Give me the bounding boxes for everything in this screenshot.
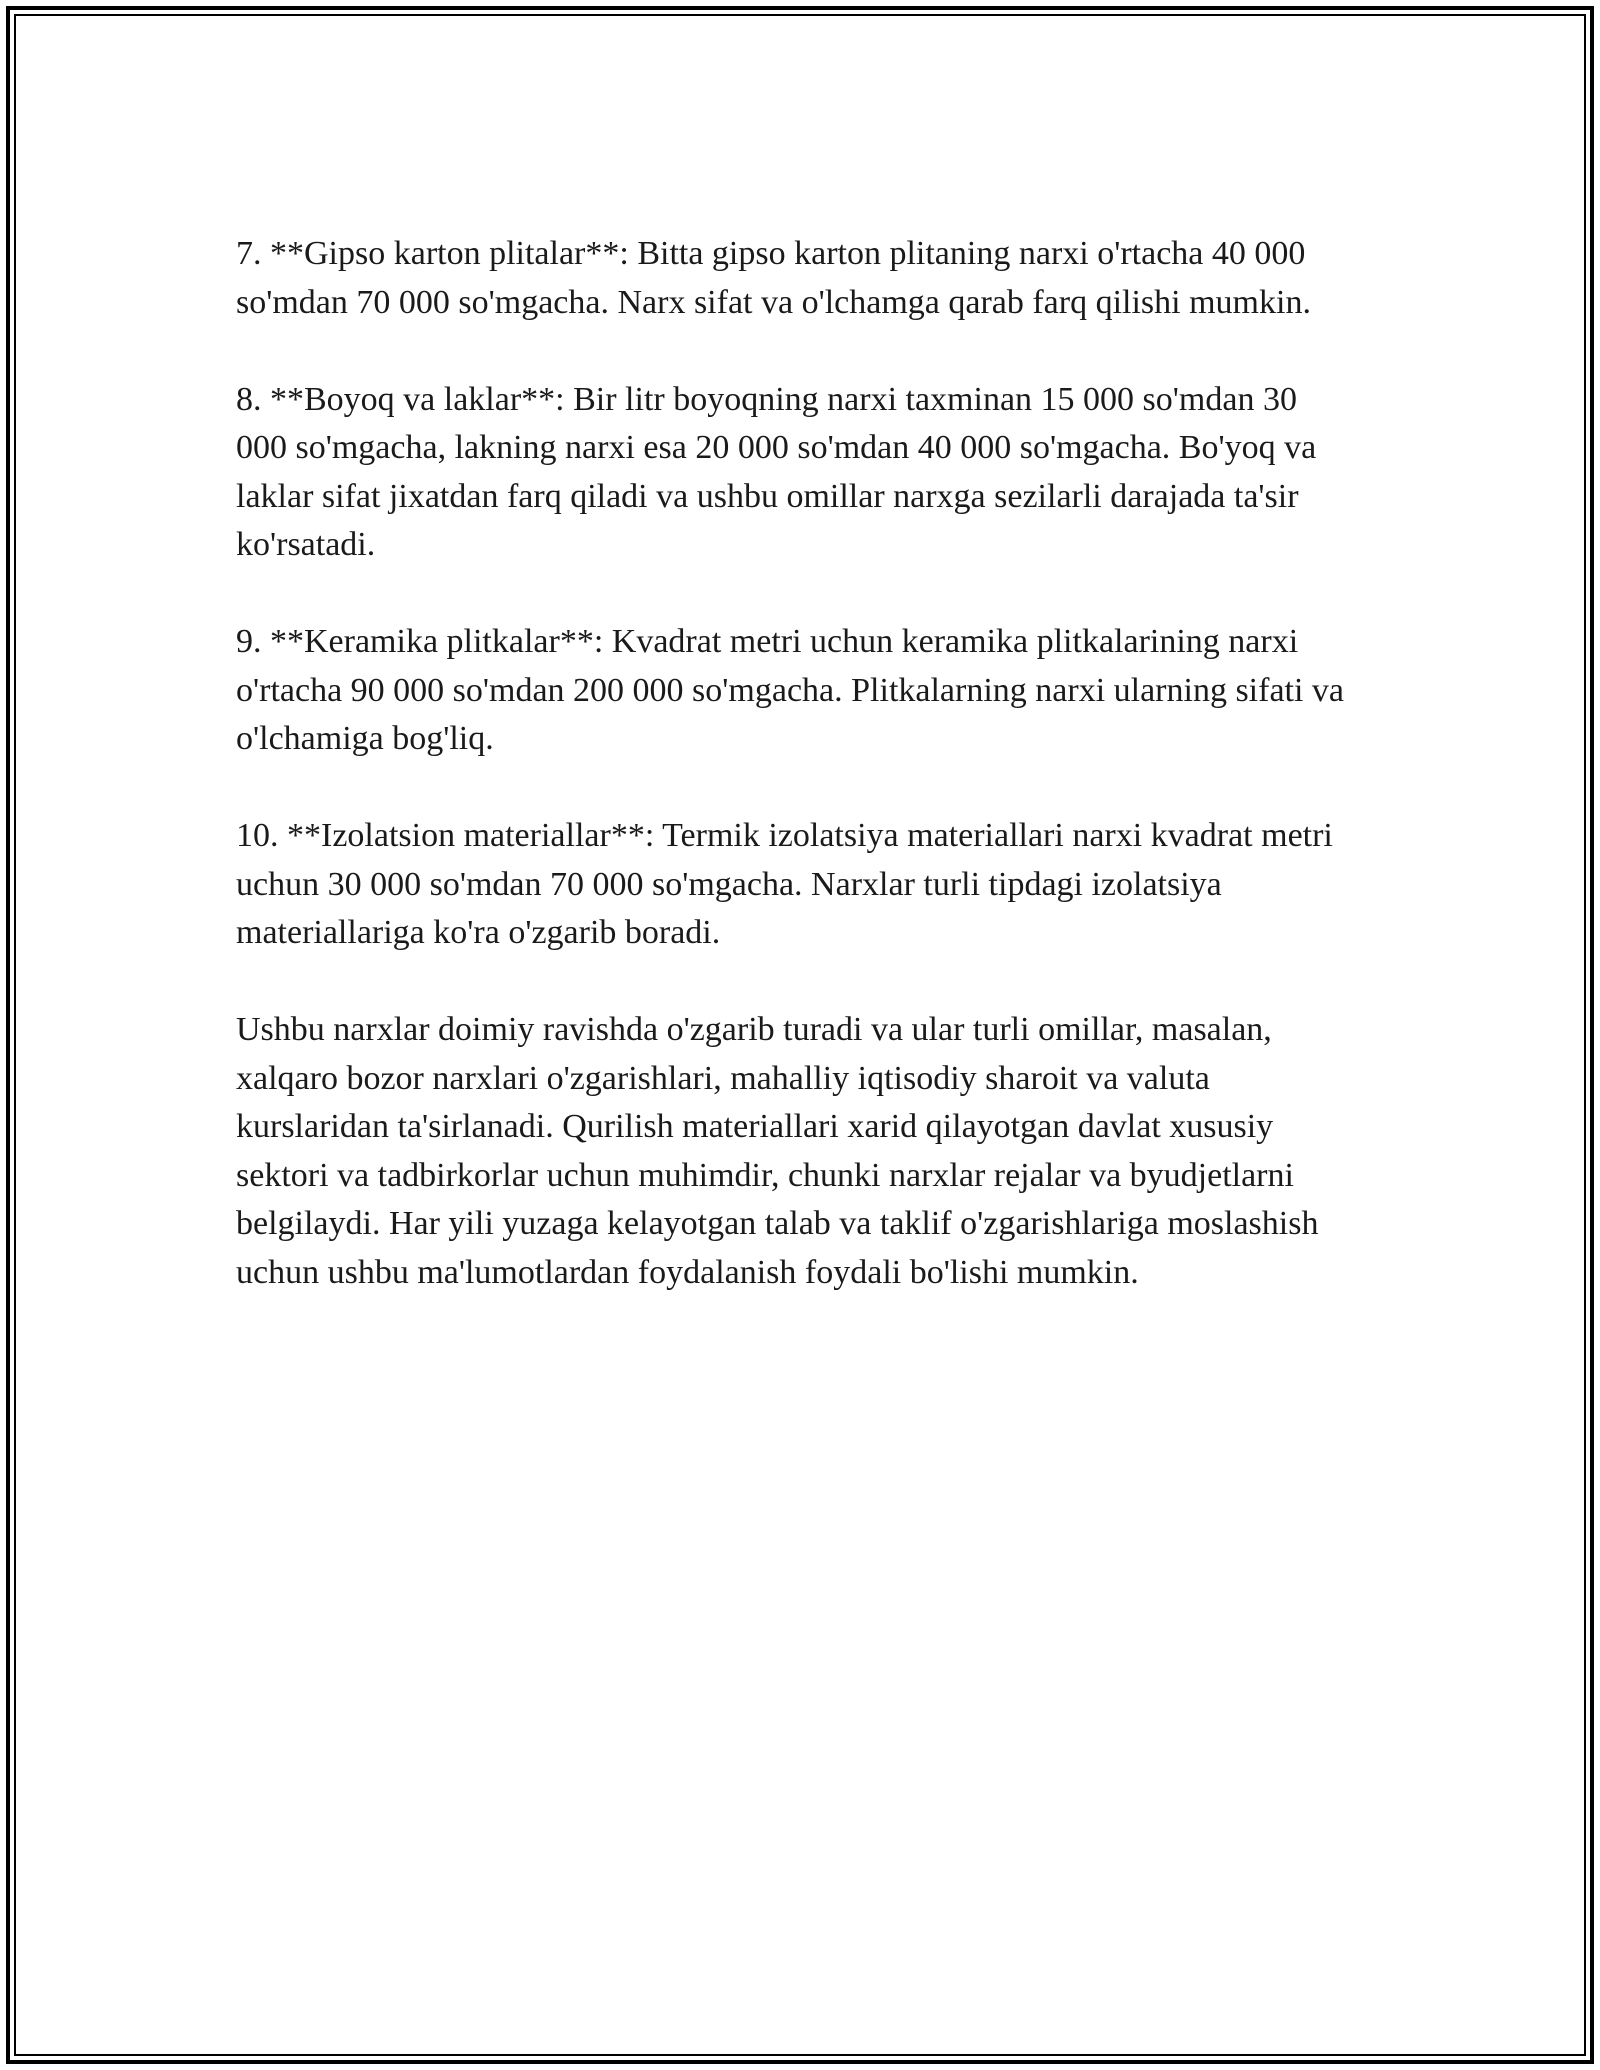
paragraph-gipso-karton: 7. **Gipso karton plitalar**: Bitta gipso karton plitaning narxi o'rtacha 40 000 so'mdan 70 000 so'mgacha. Narx sifat va o'lchamga qarab farq qilishi mumkin.	[236, 235, 1311, 321]
paragraph-boyoq-laklar: 8. **Boyoq va laklar**: Bir litr boyoqning narxi taxminan 15 000 so'mdan 30 000 so'mgacha, lakning narxi esa 20 000 so'mdan 40 000 so'mgacha. Bo'yoq va laklar sifat jixatdan farq qiladi va ushbu omillar narxga sezilarli darajada ta'sir ko'rsatadi.	[236, 380, 1317, 563]
paragraph-conclusion: Ushbu narxlar doimiy ravishda o'zgarib turadi va ular turli omillar, masalan, xalqaro bozor narxlari o'zgarishlari, mahalliy iqtisodiy sharoit va valuta kurslaridan ta'sirlanadi. Qurilish materiallari xarid qilayotgan davlat xususiy sektori va tadbirkorlar uchun muhimdir, chunki narxlar rejalar va byudjetlarni belgilaydi. Har yili yuzaga kelayotgan talab va taklif o'zgarishlariga moslashish uchun ushbu ma'lumotlardan foydalanish foydali bo'lishi mumkin.	[236, 1011, 1319, 1291]
paragraph-izolatsion-materiallar: 10. **Izolatsion materiallar**: Termik izolatsiya materiallari narxi kvadrat metri uchun 30 000 so'mdan 70 000 so'mgacha. Narxlar turli tipdagi izolatsiya materiallariga ko'ra o'zgarib boradi.	[236, 817, 1333, 951]
paragraph-keramika-plitkalar: 9. **Keramika plitkalar**: Kvadrat metri uchun keramika plitkalarining narxi o'rtacha 90 000 so'mdan 200 000 so'mgacha. Plitkalarning narxi ularning sifati va o'lchamiga bog'liq.	[236, 623, 1345, 757]
document-body	[236, 230, 1356, 1346]
